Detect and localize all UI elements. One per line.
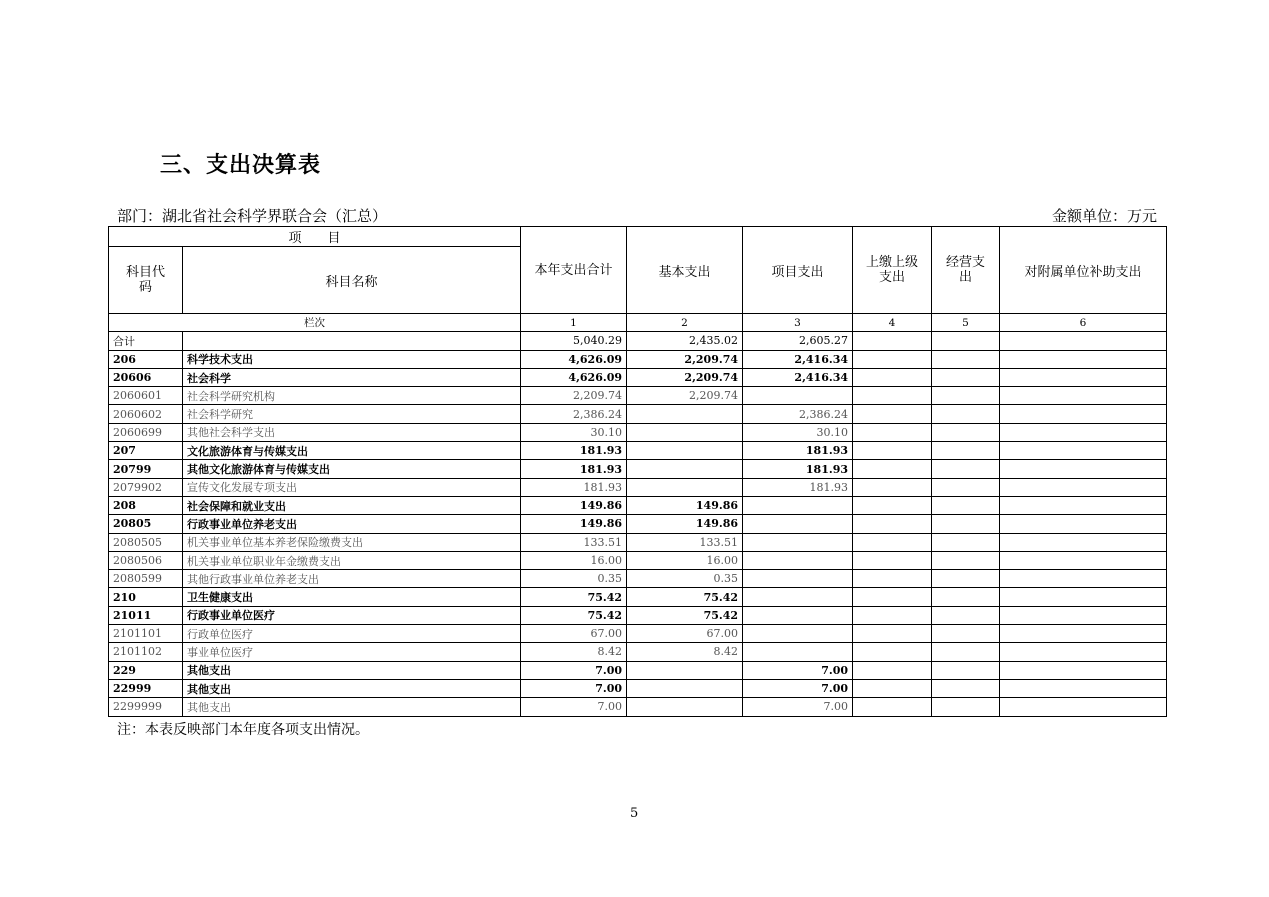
row-name: 宣传文化发展专项支出 [183, 478, 521, 496]
table-row [109, 551, 1167, 569]
table-row [109, 350, 1167, 368]
row-upper [853, 405, 932, 423]
row-subsidiary [1000, 332, 1167, 350]
row-total: 7.00 [521, 698, 627, 716]
row-code: 2060699 [109, 423, 183, 441]
row-basic [627, 442, 743, 460]
row-business [932, 405, 1000, 423]
row-business [932, 661, 1000, 679]
row-basic: 2,209.74 [627, 368, 743, 386]
row-total: 181.93 [521, 442, 627, 460]
header-project: 项目支出 [743, 227, 853, 314]
row-project [743, 643, 853, 661]
table-row [109, 405, 1167, 423]
column-number-row [109, 314, 1167, 332]
row-total: 67.00 [521, 625, 627, 643]
row-name: 行政事业单位医疗 [183, 606, 521, 624]
row-name: 卫生健康支出 [183, 588, 521, 606]
row-name: 行政事业单位养老支出 [183, 515, 521, 533]
row-subsidiary [1000, 570, 1167, 588]
header-name: 科目名称 [183, 247, 521, 314]
row-total: 2,386.24 [521, 405, 627, 423]
row-business [932, 679, 1000, 697]
row-code: 208 [109, 496, 183, 514]
row-subsidiary [1000, 423, 1167, 441]
row-total: 149.86 [521, 496, 627, 514]
row-subsidiary [1000, 515, 1167, 533]
table-row [109, 368, 1167, 386]
unit-label: 金额单位：万元 [1051, 207, 1157, 225]
column-number: 6 [1000, 314, 1167, 332]
row-project: 7.00 [743, 661, 853, 679]
row-subsidiary [1000, 405, 1167, 423]
row-upper [853, 496, 932, 514]
row-name: 其他支出 [183, 661, 521, 679]
header-code: 科目代码 [109, 247, 183, 314]
row-name: 其他文化旅游体育与传媒支出 [183, 460, 521, 478]
column-number-label: 栏次 [109, 314, 521, 332]
row-project [743, 606, 853, 624]
row-basic [627, 405, 743, 423]
row-business [932, 350, 1000, 368]
row-basic: 8.42 [627, 643, 743, 661]
column-number: 1 [521, 314, 627, 332]
row-basic: 0.35 [627, 570, 743, 588]
table-row [109, 423, 1167, 441]
row-subsidiary [1000, 588, 1167, 606]
table-row [109, 478, 1167, 496]
row-basic: 2,435.02 [627, 332, 743, 350]
row-code: 2079902 [109, 478, 183, 496]
table-note: 注：本表反映部门本年度各项支出情况。 [117, 722, 369, 738]
row-project: 30.10 [743, 423, 853, 441]
row-subsidiary [1000, 533, 1167, 551]
row-code: 22999 [109, 679, 183, 697]
row-code: 2299999 [109, 698, 183, 716]
table-row [109, 496, 1167, 514]
row-code: 2060602 [109, 405, 183, 423]
row-total: 30.10 [521, 423, 627, 441]
row-business [932, 332, 1000, 350]
row-basic: 133.51 [627, 533, 743, 551]
row-name: 社会科学研究 [183, 405, 521, 423]
column-number: 4 [853, 314, 932, 332]
row-business [932, 460, 1000, 478]
row-project [743, 533, 853, 551]
row-name: 社会保障和就业支出 [183, 496, 521, 514]
row-basic [627, 698, 743, 716]
table-row [109, 332, 1167, 350]
row-total: 5,040.29 [521, 332, 627, 350]
row-business [932, 588, 1000, 606]
table-row [109, 533, 1167, 551]
row-basic: 149.86 [627, 496, 743, 514]
row-upper [853, 643, 932, 661]
row-business [932, 570, 1000, 588]
row-total: 181.93 [521, 460, 627, 478]
row-basic: 75.42 [627, 606, 743, 624]
row-name: 社会科学 [183, 368, 521, 386]
row-basic: 2,209.74 [627, 350, 743, 368]
row-subsidiary [1000, 496, 1167, 514]
row-code: 2101102 [109, 643, 183, 661]
row-business [932, 387, 1000, 405]
row-business [932, 606, 1000, 624]
table-row [109, 606, 1167, 624]
row-code: 20799 [109, 460, 183, 478]
table-row [109, 515, 1167, 533]
row-upper [853, 368, 932, 386]
table-row [109, 661, 1167, 679]
row-upper [853, 661, 932, 679]
row-name: 其他社会科学支出 [183, 423, 521, 441]
row-business [932, 515, 1000, 533]
row-name: 社会科学研究机构 [183, 387, 521, 405]
row-upper [853, 625, 932, 643]
row-subsidiary [1000, 625, 1167, 643]
row-basic [627, 661, 743, 679]
row-upper [853, 551, 932, 569]
row-subsidiary [1000, 478, 1167, 496]
row-subsidiary [1000, 350, 1167, 368]
row-name: 其他支出 [183, 679, 521, 697]
row-code: 2101101 [109, 625, 183, 643]
row-project: 7.00 [743, 679, 853, 697]
row-name: 机关事业单位职业年金缴费支出 [183, 551, 521, 569]
row-project: 2,386.24 [743, 405, 853, 423]
row-name [183, 332, 521, 350]
row-project: 181.93 [743, 478, 853, 496]
row-project: 2,605.27 [743, 332, 853, 350]
row-business [932, 423, 1000, 441]
header-subsidiary: 对附属单位补助支出 [1000, 227, 1167, 314]
row-upper [853, 423, 932, 441]
row-total: 8.42 [521, 643, 627, 661]
row-project: 181.93 [743, 460, 853, 478]
row-code: 合计 [109, 332, 183, 350]
row-subsidiary [1000, 679, 1167, 697]
column-number: 3 [743, 314, 853, 332]
row-business [932, 698, 1000, 716]
row-project [743, 515, 853, 533]
row-business [932, 643, 1000, 661]
table-row [109, 625, 1167, 643]
row-basic: 2,209.74 [627, 387, 743, 405]
row-project: 181.93 [743, 442, 853, 460]
row-total: 7.00 [521, 679, 627, 697]
row-basic [627, 423, 743, 441]
row-project [743, 588, 853, 606]
table-row [109, 570, 1167, 588]
header-item: 项 目 [109, 227, 521, 247]
row-name: 机关事业单位基本养老保险缴费支出 [183, 533, 521, 551]
row-upper [853, 460, 932, 478]
row-basic: 75.42 [627, 588, 743, 606]
row-basic: 67.00 [627, 625, 743, 643]
row-basic [627, 460, 743, 478]
row-total: 75.42 [521, 606, 627, 624]
row-total: 4,626.09 [521, 350, 627, 368]
table-row [109, 679, 1167, 697]
row-upper [853, 515, 932, 533]
table-row [109, 387, 1167, 405]
row-basic [627, 679, 743, 697]
row-upper [853, 588, 932, 606]
row-subsidiary [1000, 368, 1167, 386]
row-name: 其他行政事业单位养老支出 [183, 570, 521, 588]
row-project [743, 387, 853, 405]
row-total: 0.35 [521, 570, 627, 588]
row-name: 其他支出 [183, 698, 521, 716]
row-business [932, 442, 1000, 460]
row-subsidiary [1000, 442, 1167, 460]
table-row [109, 643, 1167, 661]
row-subsidiary [1000, 661, 1167, 679]
row-total: 181.93 [521, 478, 627, 496]
row-code: 207 [109, 442, 183, 460]
row-upper [853, 387, 932, 405]
row-project [743, 625, 853, 643]
page-title: 三、支出决算表 [160, 153, 322, 178]
column-number: 2 [627, 314, 743, 332]
row-business [932, 478, 1000, 496]
column-number: 5 [932, 314, 1000, 332]
header-total: 本年支出合计 [521, 227, 627, 314]
row-total: 149.86 [521, 515, 627, 533]
department-label: 部门：湖北省社会科学界联合会（汇总） [117, 207, 388, 225]
row-total: 75.42 [521, 588, 627, 606]
row-business [932, 551, 1000, 569]
row-basic: 16.00 [627, 551, 743, 569]
row-code: 229 [109, 661, 183, 679]
row-subsidiary [1000, 387, 1167, 405]
header-upper: 上缴上级支出 [853, 227, 932, 314]
row-name: 文化旅游体育与传媒支出 [183, 442, 521, 460]
row-name: 行政单位医疗 [183, 625, 521, 643]
expenditure-table [108, 226, 1167, 717]
table-row [109, 442, 1167, 460]
row-subsidiary [1000, 643, 1167, 661]
row-business [932, 368, 1000, 386]
row-total: 2,209.74 [521, 387, 627, 405]
header-basic: 基本支出 [627, 227, 743, 314]
row-upper [853, 570, 932, 588]
row-subsidiary [1000, 698, 1167, 716]
row-basic: 149.86 [627, 515, 743, 533]
row-name: 事业单位医疗 [183, 643, 521, 661]
row-business [932, 496, 1000, 514]
row-project: 2,416.34 [743, 368, 853, 386]
row-project [743, 570, 853, 588]
row-total: 7.00 [521, 661, 627, 679]
row-code: 2060601 [109, 387, 183, 405]
row-code: 20805 [109, 515, 183, 533]
row-upper [853, 350, 932, 368]
row-subsidiary [1000, 606, 1167, 624]
header-business: 经营支出 [932, 227, 1000, 314]
row-upper [853, 533, 932, 551]
row-project: 7.00 [743, 698, 853, 716]
table-row [109, 698, 1167, 716]
row-code: 2080599 [109, 570, 183, 588]
row-subsidiary [1000, 551, 1167, 569]
row-name: 科学技术支出 [183, 350, 521, 368]
row-upper [853, 478, 932, 496]
row-code: 206 [109, 350, 183, 368]
row-subsidiary [1000, 460, 1167, 478]
row-code: 2080505 [109, 533, 183, 551]
row-project: 2,416.34 [743, 350, 853, 368]
row-business [932, 533, 1000, 551]
row-upper [853, 442, 932, 460]
row-total: 4,626.09 [521, 368, 627, 386]
row-total: 16.00 [521, 551, 627, 569]
row-basic [627, 478, 743, 496]
row-business [932, 625, 1000, 643]
row-project [743, 551, 853, 569]
row-code: 20606 [109, 368, 183, 386]
page-number: 5 [630, 806, 639, 821]
row-total: 133.51 [521, 533, 627, 551]
row-project [743, 496, 853, 514]
row-code: 21011 [109, 606, 183, 624]
row-upper [853, 332, 932, 350]
table-row [109, 588, 1167, 606]
row-code: 2080506 [109, 551, 183, 569]
row-code: 210 [109, 588, 183, 606]
row-upper [853, 606, 932, 624]
row-upper [853, 698, 932, 716]
table-row [109, 460, 1167, 478]
row-upper [853, 679, 932, 697]
